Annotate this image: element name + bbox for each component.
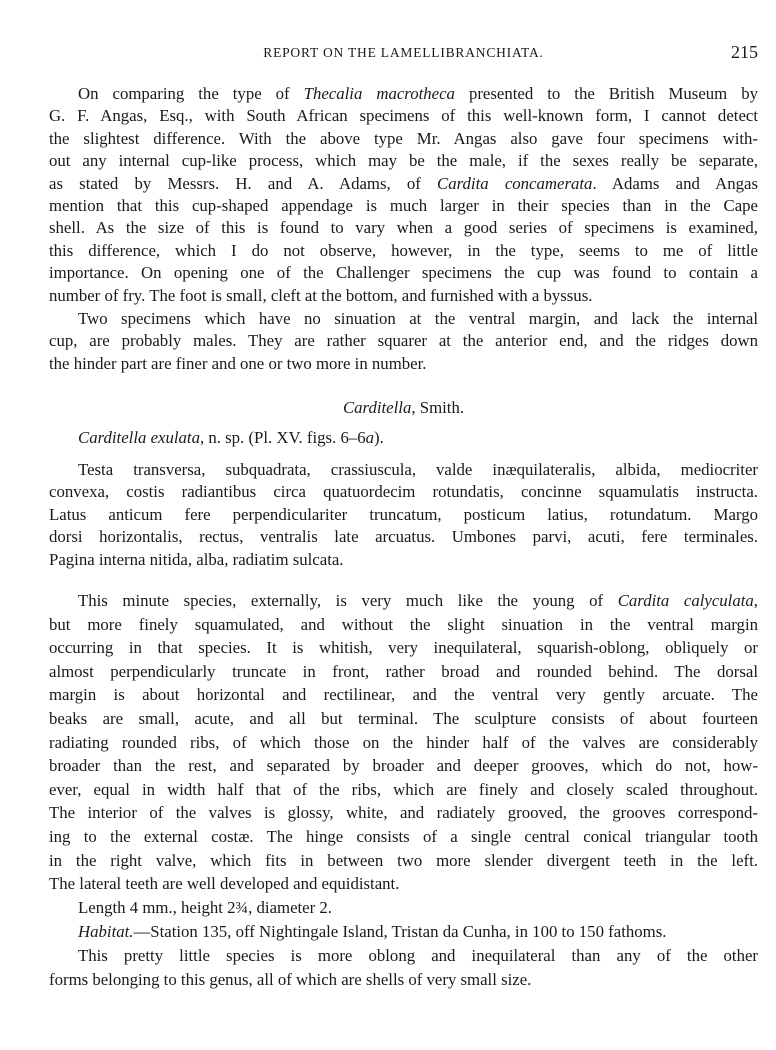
text-run: cup, are probably males. They are rather squarer at the anterior end, and the ridges down: [49, 331, 758, 351]
text-run: G. F. Angas, Esq., with South African specimens of this well-known form, I cannot detect: [49, 106, 758, 126]
text-line: [49, 825, 758, 849]
text-line: [49, 944, 758, 968]
text-run: Latus anticum fere perpendiculariter truncatum, posticum latius, rotundatum. Margo: [49, 504, 758, 524]
text-run: occurring in that species. It is whitish, very inequilateral, squarish-oblong, obliquely or: [49, 638, 758, 658]
italic-text: Cardita concamerata: [437, 173, 593, 193]
text-line: [49, 801, 758, 825]
text-line: [49, 872, 758, 896]
text-line: [49, 83, 758, 105]
text-line: [49, 285, 758, 307]
text-line: [49, 754, 758, 778]
text-line: [49, 613, 758, 637]
text-run: number of fry. The foot is small, cleft at the bottom, and furnished with a byssus.: [49, 285, 593, 305]
text-run: the hinder part are finer and one or two more in number.: [49, 353, 427, 373]
text-line: [49, 427, 758, 449]
text-line: [49, 896, 758, 920]
text-line: [49, 481, 758, 503]
text-run: margin is about horizontal and rectilinear, and the ventral very gently arcuate. The: [49, 685, 758, 705]
text-run: radiating rounded ribs, of which those on the hinder half of the valves are considerably: [49, 732, 758, 752]
text-line: [49, 217, 758, 239]
text-run: broader than the rest, and separated by broader and deeper grooves, which do not, how-: [49, 756, 758, 776]
text-line: [49, 504, 758, 526]
text-run: The interior of the valves is glossy, white, and radiately grooved, the grooves correspond-: [49, 803, 758, 823]
text-run: Length 4 mm., height 2¾, diameter 2.: [78, 898, 332, 917]
text-line: [49, 849, 758, 873]
text-run: mention that this cup-shaped appendage is much larger in their species than in the Cape: [49, 195, 758, 215]
text-line: [49, 459, 758, 481]
running-title: REPORT ON THE LAMELLIBRANCHIATA.: [263, 45, 544, 60]
text-line: [49, 920, 758, 944]
text-run: importance. On opening one of the Challenger specimens the cup was found to contain a: [49, 263, 758, 283]
text-run: as stated by Messrs. H. and A. Adams, of: [49, 173, 438, 193]
text-run: Pagina interna nitida, alba, radiatim sulcata.: [49, 549, 344, 569]
text-run: . Adams and Angas: [592, 173, 758, 193]
text-run: in the right valve, which fits in between two more slender divergent teeth in the left.: [49, 850, 758, 870]
text-run: almost perpendicularly truncate in front, rather broad and rounded behind. The dorsal: [49, 661, 758, 681]
text-run: This minute species, externally, is very much like the young of: [78, 591, 618, 610]
text-run: , Smith.: [411, 398, 465, 417]
text-run: ever, equal in width half that of the ribs, which are finely and closely scaled throughout.: [49, 779, 758, 799]
text-line: [49, 150, 758, 172]
latin-description: [49, 459, 758, 571]
text-run: Testa transversa, subquadrata, crassiuscula, valde inæquilateralis, albida, mediocriter: [78, 460, 758, 479]
text-run: out any internal cup-like process, which may be the male, if the sexes really be separate,: [49, 151, 758, 171]
text-line: [49, 397, 758, 419]
italic-text: Carditella exulata: [78, 428, 200, 447]
page-number: 215: [731, 42, 758, 62]
text-run: convexa, costis radiantibus circa quatuordecim rotundatis, concinne squamulatis instructa.: [49, 482, 758, 502]
text-run: Two specimens which have no sinuation at the ventral margin, and lack the internal: [78, 309, 758, 328]
italic-text: Cardita calyculata: [617, 591, 754, 610]
genus-heading: [49, 397, 758, 419]
text-run: this difference, which I do not observe, however, in the type, seems to me of little: [49, 240, 758, 260]
text-run: but more finely squamulated, and without the slight sinuation in the ventral margin: [49, 614, 758, 634]
text-line: [49, 660, 758, 684]
text-run: ).: [374, 428, 384, 447]
text-run: the slightest difference. With the above type Mr. Angas also gave four specimens with-: [49, 128, 758, 148]
text-line: [49, 195, 758, 217]
text-line: [49, 636, 758, 660]
text-line: [49, 526, 758, 548]
text-line: [49, 262, 758, 284]
italic-text: a: [365, 428, 375, 447]
text-line: [49, 589, 758, 613]
text-run: dorsi horizontalis, rectus, ventralis late arcuatus. Umbones parvi, acuti, fere terminales.: [49, 527, 758, 547]
text-line: [49, 240, 758, 262]
page-header: [49, 42, 758, 64]
text-run: presented to the British Museum by: [454, 84, 758, 103]
text-line: [49, 330, 758, 352]
text-line: [49, 683, 758, 707]
text-line: [49, 173, 758, 195]
text-run: The lateral teeth are well developed and equidistant.: [49, 874, 400, 894]
text-run: ing to the external costæ. The hinge consists of a single central conical triangular tooth: [49, 826, 758, 846]
paragraph-males: [49, 308, 758, 375]
species-heading: [49, 427, 758, 449]
text-line: [49, 731, 758, 755]
italic-text: Thecalia macrotheca: [303, 84, 455, 103]
measurements-habitat-remarks: [49, 896, 758, 992]
text-line: [49, 353, 758, 375]
text-run: ,: [753, 591, 758, 610]
english-description: [49, 589, 758, 896]
paragraph-thecalia-comparison: [49, 83, 758, 307]
text-line: [49, 778, 758, 802]
italic-text: Habitat.: [78, 921, 134, 941]
text-line: [49, 707, 758, 731]
text-run: , n. sp. (Pl. XV. figs. 6–6: [199, 428, 366, 447]
text-line: [49, 128, 758, 150]
text-line: [49, 105, 758, 127]
text-run: shell. As the size of this is found to vary when a good series of specimens is examined,: [49, 218, 758, 238]
italic-text: Carditella: [342, 398, 412, 417]
text-line: [49, 308, 758, 330]
text-run: beaks are small, acute, and all but terminal. The sculpture consists of about fourteen: [49, 708, 758, 728]
text-run: This pretty little species is more oblong and inequilateral than any of the other: [78, 945, 758, 965]
text-line: [49, 549, 758, 571]
text-run: —Station 135, off Nightingale Island, Tristan da Cunha, in 100 to 150 fathoms.: [133, 921, 667, 941]
text-run: On comparing the type of: [78, 84, 304, 103]
text-run: forms belonging to this genus, all of which are shells of very small size.: [49, 969, 532, 989]
text-line: [49, 968, 758, 992]
